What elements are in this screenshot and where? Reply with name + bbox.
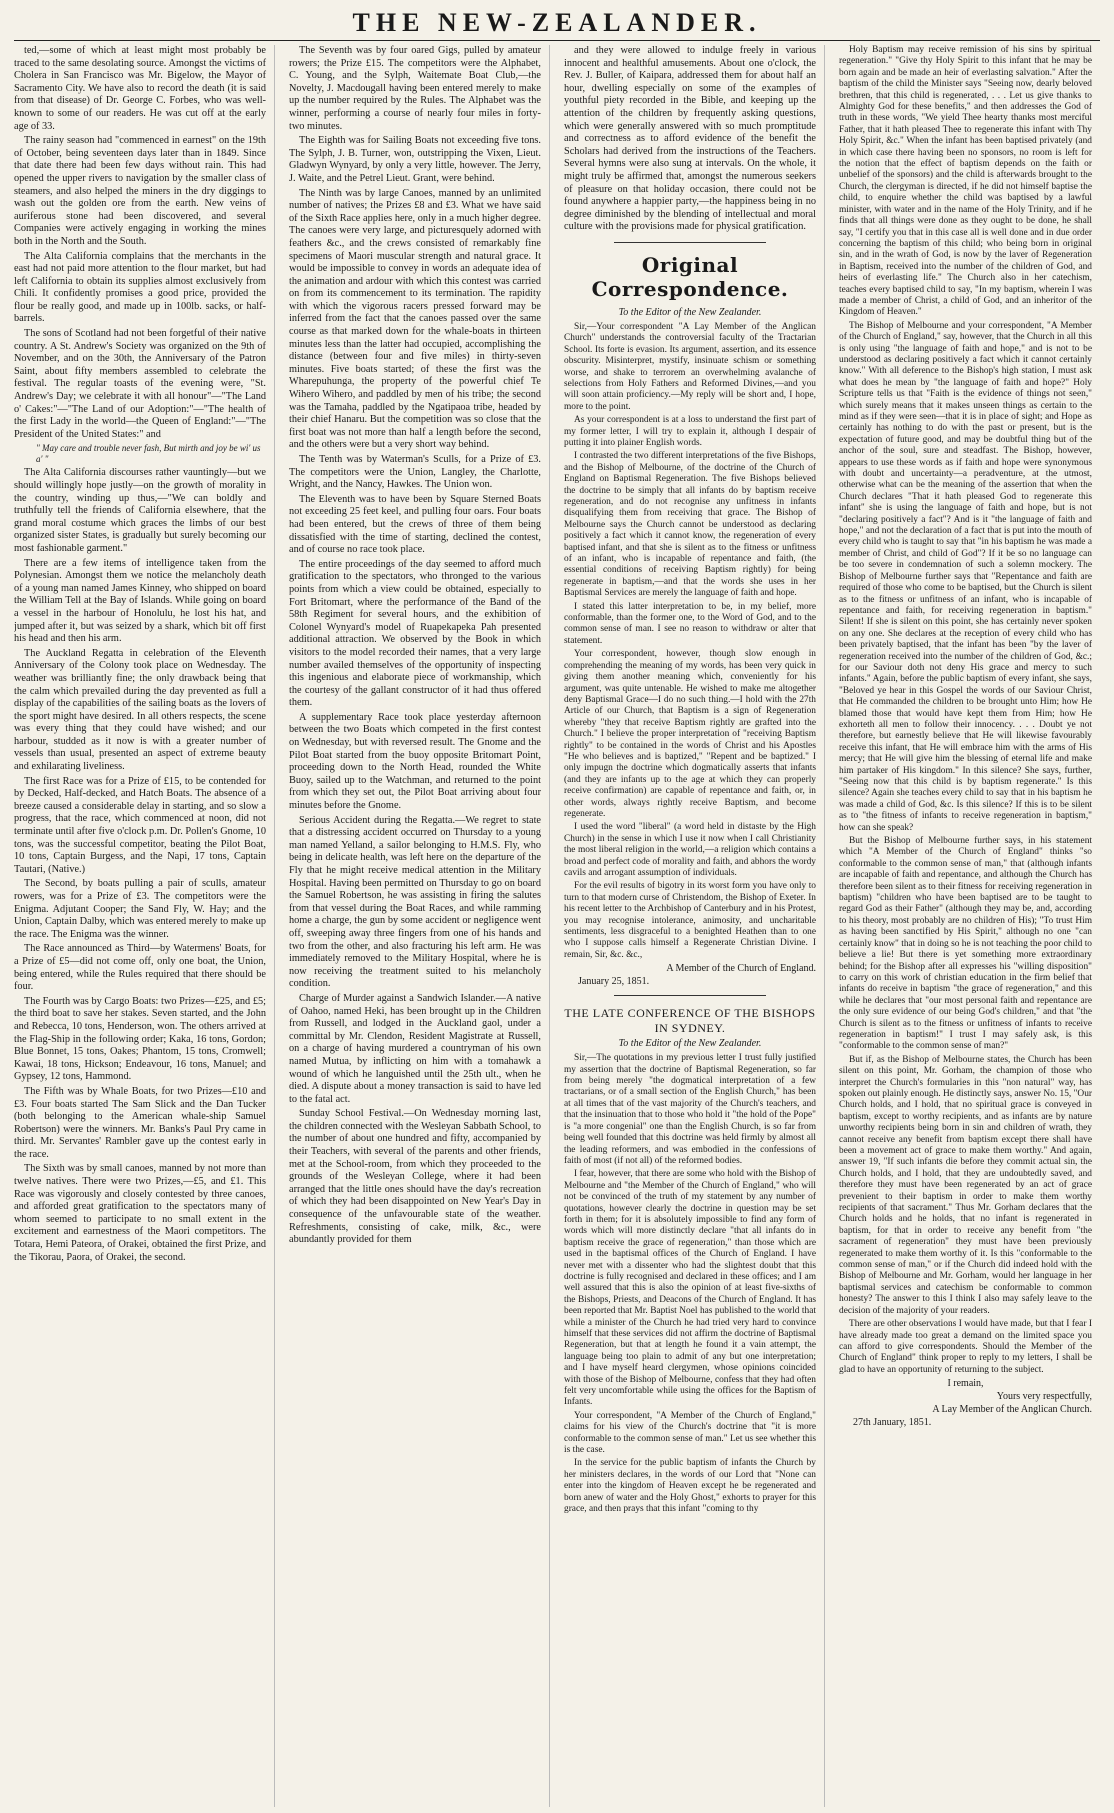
letter-paragraph: I stated this latter interpretation to be, in my belief, more conformable, than the former one, to the Word of God, and to the common sense of man. I see no reason to withdraw or alter that statement. [564,601,816,646]
letter-paragraph: There are other observations I would have made, but that I fear I have already made too great a demand on the limited space you can afford to give correspondents. Should the Member of the Church of England" think proper to reply to my letters, I shall be glad to have an opportunity of returning to the subject. [839,1319,1092,1375]
letter-paragraph: But if, as the Bishop of Melbourne states, the Church has been silent on this point, Mr. Gorham, the champion of those who interpret the Church's formularies in this "non natural" way, has spoken out plainly enough. He distinctly says, answer No. 15, "Our Church holds, and I hold, that no spiritual grace is conveyed in baptism, except to worthy recipients, and as infants are by nature unworthy recipients being born in sin and children of wrath, they cannot receive any benefit from baptism except there shall have been a movement act of grace to make them worthy." And again, answer 19, "If such infants die before they commit actual sin, the Church holds, and I hold, that they are undoubtedly saved, and therefore they must have been regenerated by an act of grace prevenient to their baptism in order to make them worthy recipients of that sacrament." Thus Mr. Gorham declares that the Church holds and he holds, that no infant is regenerated in baptism, for that in order to receive any benefit from "the sacrament of regeneration" they must have been previously regenerated to make them worthy of it. Is this "conformable to the common sense of man," or if the Church did indeed hold with the Bishop of Melbourne and Mr. Gorham, would her language in her baptismal services and catechism be conformable to common honesty? The answer to this I think I also may safely leave to the decision of the majority of your readers. [839,1054,1092,1316]
race-first: The first Race was for a Prize of £15, to be contended for by Decked, Half-decked, and Hatch Boats. The absence of a breeze caused a considerable delay in starting, and so slow a progress, that the race, which commenced at noon, did not terminate until after five o'clock p.m. Dr. Pollen's Gnome, 10 tons, was the successful competitor, beating the Pilot Boat, 10 tons, Captain Burgess, and the Napi, 17 tons, Captain Tautari, (Native.) [14,775,266,875]
column-4 [839,45,1100,1807]
verse-quote: " May care and trouble never fash, But mirth and joy be wi' us a' " [36,443,261,465]
article-paragraph: ted,—some of which at least might most probably be traced to the same desolating source. Amongst the victims of Cholera in San Francisco was Mr. Bigelow, the Mayor of Sacramento City. We have also to record the death (it is said from that disease) of Dr. George C. Forbes, who was well-known to some of our readers. He was cut off at the early age of 33. [14,45,266,132]
letter-date: 27th January, 1851. [853,1417,932,1429]
column-3 [564,45,825,1807]
article-paragraph: The Alta California discourses rather vauntingly—but we should willingly hope justly—on the growth of morality in the country, winding up thus,—"We can boldly and truthfully tell the friends of California elsewhere, that the grand moral costume which graces the limbs of our best organized sister States, is gradually but surely becoming our most fashionable garment." [14,467,266,554]
article-paragraph: and they were allowed to indulge freely in various innocent and healthful amusements. About one o'clock, the Rev. J. Buller, of Kaipara, addressed them for about half an hour, dwelling especially on some of the examples of youthful piety recorded in the Bible, and keeping up the attention of the children by frequently asking questions, which were generally answered with so much promptitude and correctness as to afford evidence of the benefit the Scholars had derived from the instructions of the Teachers. Several hymns were also sung at intervals. On the whole, it might truly be affirmed that, amongst the numerous seekers of pleasure on that holiday occasion, there could not be found anywhere a happier party,—the happiness being in no degree diminished by the blending of intellectual and moral culture with the provisions made for physical gratification. [564,45,816,233]
race-second: The Second, by boats pulling a pair of sculls, amateur rowers, was for a Prize of £3. The competitors were the Enigma. Adjutant Cooper; the Sand Fly, W. Hay; and the Union, Captain Dalby, which was entered merely to make up the race. The Enigma was the winner. [14,878,266,940]
columns [14,45,1100,1807]
section-heading: Original Correspondence. [591,252,789,301]
letter-paragraph: I used the word "liberal" (a word held in distaste by the High Church) in the sense in which I use it now when I call Christianity the most liberal religion in the world,—a religion which contains a broad and perfect code of morality and faith, and abhors the wordy cavils and arrogant assumption of individuals. [564,822,816,878]
race-eighth: The Eighth was for Sailing Boats not exceeding five tons. The Sylph, J. B. Turner, won, outstripping the Vixen, Lieut. Gladwyn Wynyard, by only a very little, however. The Jerry, J. Waite, and the Petrel Lieut. Grant, were behind. [289,135,541,184]
article-paragraph: The rainy season had "commenced in earnest" on the 19th of October, being seventeen days later than in 1849. Since that date there had been few days without rain. This had opened the upper rivers to navigation by the smaller class of steamers, and also helped the miners in the dry diggings to wash out the golden ore from the earth. New veins of auriferous stone had been discovered, and several Companies were actively engaging in working the mines both in the North and the South. [14,135,266,247]
letter-paragraph: Sir,—Your correspondent "A Lay Member of the Anglican Church" understands the controversial faculty of the Tractarian School. Its forte is evasion. Its argument, assertion, and its essence obscurity. Misinterpret, mystify, insinuate schism or something worse, and shake to terrorem an overwhelming avalanche of selections from Holy Fathers and Reformed Divines,—and you will soon attain proficiency.—My reply will be short and, I hope, more to the point. [564,321,816,412]
letter-paragraph: I contrasted the two different interpretations of the five Bishops, and the Bishop of Melbourne, of the doctrine of the Church of England on Baptismal Regeneration. The five Bishops believed the doctrine to be simply that all infants do by baptism receive regeneration, and do not recognise any unfitness in infants disqualifying them from receiving that grace. The Bishop of Melbourne says the Church cannot be understood as declaring positively a fact which it cannot know, the regeneration of every baptised infant, and that she is silent as to the fitness or unfitness of an infant, who is incapable of repentance and faith, (the essential conditions of receiving Baptism rightly) for being regenerate in baptism,—and that the words she uses in her Baptismal Services are merely the language of faith and hope. [564,451,816,599]
letter-paragraph: The Bishop of Melbourne and your correspondent, "A Member of the Church of England," say, however, that the Church in all this is only using "the language of faith and hope," and is not to be understood as declaring positively a fact which it cannot certainly know." With all deference to the Bishop's high station, I must ask what does he mean by "the language of faith and hope?" Holy Scripture tells us that "Faith is the evidence of things not seen," which surely means that it makes unseen things as certain to the mind as if they were seen—that it is in place of sight; and Hope as certainly has nothing to do with the past or present, but is the expectation of future good, and may be doubtful thing but of the anchor of the soul, sure and steadfast. The Bishop, however, appears to use these words as if faith and hope were synonymous with doubt and uncertainty—a peradventure, at the utmost, otherwise what can be the meaning of the assertion that when the Church declares "That it hath pleased God to regenerate this infant" she is using the language of faith and hope, but is not "declaring positively a fact"? And is it "the language of faith and hope," and not the declaration of a fact that is put into the mouth of every child who is taught to say that "in his baptism he was made a member of Christ, and child of God"? If it be so no language can be too severe in condemnation of such a solemn mockery. The Bishop of Melbourne further says that "Repentance and faith are required of those who come to be baptised, but the Church is silent as to the fitness or unfitness of an infant, who is incapable of repentance and faith, for receiving regeneration in baptism." Silent! If she is silent on this point, she has certainly never spoken on any one. She declares at the reception of every child who has been privately baptised, that the infant has been "by the laver of regeneration received into the number of the children of God, &c.; for our Saviour doth not deny His grace and mercy to such infants." Again, before the public baptism of every infant, she says, "Beloved ye hear in this Gospel the words of our Saviour Christ, that He commanded the children to be brought unto Him; how He blamed those that would have kept them from Him; how He exhorteth all men to follow their innocency. . . . Doubt ye not therefore, but earnestly believe that He will likewise favourably receive this infant, that He will embrace him with the arms of His mercy; that He will give him the blessing of eternal life and make him partaker of His kingdom." In this silence? She says, further, "Seeing now that this child is by baptism regenerate." Is this silence? Again she teaches every child to say that in his baptism he was made a child of God, &c. Is this silence? If this is to be silent as to "the fitness of infants to receive regeneration in baptism," how can she speak? [839,320,1092,833]
column-1 [14,45,275,1807]
murder-charge: Charge of Murder against a Sandwich Islander.—A native of Oahoo, named Heki, has been brought up in the Children from Russell, and lodged in the Auckland gaol, under a committal by Mr. Clendon, Resident Magistrate at Russell, on a charge of having murdered a countryman of his own named Mutua, by inflicting on him with a tomahawk a wound of which he languished until the 25th ult., when he died. A dispute about a money transaction is said to have led to the fatal act. [289,992,541,1105]
letter-paragraph: As your correspondent is at a loss to understand the first part of my former letter, I will try to explain it, although I despair of putting it into plainer English words. [564,415,816,448]
letter-paragraph: Holy Baptism may receive remission of his sins by spiritual regeneration." "Give thy Holy Spirit to this infant that he may be born again and be made an heir of everlasting salvation." After the baptism of the child the Minister says "Seeing now, dearly beloved brethren, that this child is regenerated, . . . Let us give thanks to Almighty God for these benefits," and then addresses the God of truth in these words, "We yield Thee hearty thanks most merciful Father, that it hath pleased Thee to regenerate this infant with Thy Holy Spirit, &c." When the infant has been baptised privately (and in which case there having been no sponsors, no room is left for the notion that the effect of baptism depends on the faith or unbelief of the sponsors) and the child is afterwards brought to the Church, the clergyman is directed, if he did not himself baptise the child, to enquire whether the child was baptised by a lawful minister, with water and in the name of the Holy Trinity, and if he finds that all things were done as they ought to be done, he shall say, "I certify you that in this case all is well done and in due order concerning the baptism of this child; who being born in original sin, and in the wrath of God, is now by the laver of Regeneration in Baptism, received into the number of the children of God, and heirs of everlasting life." The Church also in her catechism, teaches every baptised child to say, "In my baptism, wherein I was made a member of Christ, a child of God, and an inheritor of the Kingdom of Heaven." [839,45,1092,318]
letter-closing-2: Yours very respectfully, [996,1391,1092,1403]
letter-addressee: To the Editor of the New Zealander. [618,306,762,318]
article-paragraph: The Alta California complains that the merchants in the east had not paid more attention to the flour market, but had left California to obtain its supplies almost exclusively from Chili. It confidently promises a good price, provided the flour be really good, and made up in 100lb. sacks, or half-barrels. [14,250,266,325]
section-rule [614,242,765,243]
letter-closing: I remain, [947,1378,984,1390]
race-tenth: The Tenth was by Waterman's Sculls, for a Prize of £3. The competitors were the Union, Langley, the Charlotte, Wright, and the Nancy, Hawkes. The Union won. [289,454,541,491]
race-eleventh: The Eleventh was to have been by Square Sterned Boats not exceeding 25 feet keel, and pulling four oars. Four boats had been entered, but the crews of three of them being dissatisfied with the time of starting, declined the contest, and of course no race took place. [289,493,541,556]
section-rule [614,995,765,996]
letter-paragraph: But the Bishop of Melbourne further says, in his statement which "A Member of the Church of England" thinks "so conformable to the common sense of man," that (although infants are incapable of faith and repentance, and although the Church has therefore been silent as to their fitness for receiving regeneration in baptism) "children who have been baptised are to be taught to regard God as their Father" (although they may be, and, according to his theory, most probably are no children of His); "To trust Him as having been sanctified by His Spirit," although no one "can certainly know" that in doing so he is not teaching the poor child to believe a lie! But there is yet something more extraordinary behind; for the Bishop after all expresses his "willing disposition" to carry on this work of christian education in the firm belief that infants do receive in baptism "the grace of regeneration," and this while he declares that "our most personal faith and repentance are the only sure evidence of our being God's children," and that "the Church is silent as to the fitness or unfitness of infants to receive regeneration in baptism!" I trust I may safely ask, is this "conformable to the common sense of man?" [839,836,1092,1052]
letter-paragraph: Your correspondent, however, though slow enough in comprehending the meaning of my words, has been very quick in giving them another meaning which, conveniently for his argument, was quite untenable. He wished to make me altogether deny Baptismal Grace—I do no such thing.—I hold with the 27th Article of our Church, that Baptism is a sign of Regeneration whereby "they that receive Baptism rightly are grafted into the Church." I believe the proper interpretation of "receiving Baptism rightly" to be contained in the words of Christ and his Apostles "He who believes and is baptized," "Repent and be baptized." I only impugn the doctrine which dogmatically asserts that infants (and they are infants up to the age at which they can properly receive confirmation) are capable of repentance and faith, or, in other words, always rightly receive Baptism, and become regenerate. [564,649,816,819]
column-2 [289,45,550,1807]
race-fifth: The Fifth was by Whale Boats, for two Prizes—£10 and £3. Four boats started The Sam Slick and the Dan Tucker (both belonging to the American whale-ship Samuel Robertson) were the winners. Mr. Banks's Paul Pry came in third. Mr. Servantes' Rambler gave up the contest early in the race. [14,1085,266,1160]
race-sixth: The Sixth was by small canoes, manned by not more than twelve natives. There were two Prizes,—£5, and £1. This Race was vigorously and closely contested by three canoes, and afforded great gratification to the spectators many of whom seemed to participate to no small extent in the excitement and earnestness of the Maori competitors. The Totara, Hemi Pateora, of Orakei, obtained the first Prize, and the Tikorau, Paora, of Orakei, the second. [14,1163,266,1263]
letter-paragraph: In the service for the public baptism of infants the Church by her ministers declares, in the words of our Lord that "None can enter into the kingdom of Heaven except he be regenerated and born anew of water and the Holy Ghost," exhorts to prayer for this grace, and then prays that this infant "coming to thy [564,1458,816,1515]
letter-signature: A Member of the Church of England. [666,963,816,975]
serious-accident: Serious Accident during the Regatta.—We regret to state that a distressing accident occurred on Thursday to a young man named Yelland, a sailor belonging to H.M.S. Fly, who being in delicate health, was left here on the departure of the Fly that he might receive medical attention in the Military Hospital. Having been permitted on Thursday to go on board the Samuel Robertson, he was assisting in firing the salutes from that vessel during the Boat Races, and while ramming home a charge, the gun by some accident or negligence went off, sweeping away three fingers from one of his hands and two from the other, and also fracturing his left arm. He was immediately removed to the Military Hospital, where he is now receiving the treatment suited to his melancholy condition. [289,814,541,990]
article-paragraph: The sons of Scotland had not been forgetful of their native country. A St. Andrew's Society was organized on the 9th of November, and on the 30th, the Anniversary of the Patron Saint, about fifty members assembled to celebrate the festival. The regular toasts of the evening were, "St. Andrew's Day; we celebrate it with all honour"—"The Land o' Cakes:"—"The Land of our Adoption:"—"The health of the first Lady in the world—the Queen of England:"—"The President of the United States:" and [14,328,266,440]
letter-addressee: To the Editor of the New Zealander. [618,1038,762,1050]
sunday-school-festival: Sunday School Festival.—On Wednesday morning last, the children connected with the Wesleyan Sabbath School, to the number of about one hundred and fifty, accompanied by their Teachers, with several of the parents and other friends, met at the School-room, from which they proceeded to the grounds of the Wesleyan College, where it had been arranged that the little ones should have the day's recreation of which they had been disappointed on New Year's Day in consequence of the unfavourable state of the weather. Refreshments, consisting of cake, milk, &c., were abundantly provided for them [289,1108,541,1246]
letter-paragraph: I fear, however, that there are some who hold with the Bishop of Melbourne and "the Member of the Church of England," who will not be convinced of the truth of my statement by any number of quotations, however clearly the doctrine in question may be set forth in them; for it is absolutely impossible to find any form of words which will more distinctly declare "that all infants do in baptism receive the grace of regeneration," than those which are used in the baptismal offices of the Church of England. I have never met with a dissenter who had the slightest doubt that this doctrine is fully recognised and declared in these offices; and I am well assured that this is also the opinion of at least five-sixths of the Bishops, Priests, and Deacons of the Church of England. It has been reported that Mr. Baptist Noel has published to the world that while a minister of the Church he had tried very hard to convince himself that these services did not affirm the doctrine of Baptismal Regeneration, but that at length he found it a vain attempt, the language being too plain to admit of any but one interpretation; and I have myself heard clergymen, whose opinions coincided with those of the Bishop of Melbourne, confess that they had often felt very uncomfortable while using the offices for the Baptism of Infants. [564,1169,816,1408]
letter-date: January 25, 1851. [578,976,650,988]
masthead-title: THE NEW-ZEALANDER. [352,8,762,37]
letter-heading: THE LATE CONFERENCE OF THE BISHOPS IN SYDNEY. [564,1006,816,1036]
letter-paragraph: For the evil results of bigotry in its worst form you have only to turn to that modern curse of Christendom, the Bishop of Exeter. In his recent letter to the Archbishop of Canterbury and in his Protest, you may recognise intolerance, animosity, and uncharitable sentiments, less disgraceful to a benighted Heathen than to one who I suppose calls himself a Regenerate Christian Divine. I remain, Sir, &c. &c., [564,881,816,960]
race-fourth: The Fourth was by Cargo Boats: two Prizes—£25, and £5; the third boat to save her stakes. Seven started, and the John and Rebecca, 10 tons, Henderson, won. The others arrived at the Flag-Ship in the following order; Kaka, 16 tons, Gordon; Blue Bonnet, 15 tons, Oakes; Phantom, 15 tons, Cromwell; Kawai, 18 tons, Hickson; Endeavour, 16 tons, Manuel; and Gypsey, 12 tons, Hammond. [14,995,266,1083]
regatta-intro: The Auckland Regatta in celebration of the Eleventh Anniversary of the Colony took place on Wednesday. The weather was brilliantly fine; the only drawback being that the calm which prevailed during the day prevented as full a display of the capabilities of the sailing boats as the lovers of the sport might have desired. In all others respects, the scene was every thing that they could have wished; and our harbour, studded as it now is with a greater number of vessels than usual, presented an aspect of extreme beauty and exhilarating liveliness. [14,647,266,773]
race-seventh: The Seventh was by four oared Gigs, pulled by amateur rowers; the Prize £15. The competitors were the Alphabet, C. Young, and the Sylph, Waitemate Boat Club,—the Novelty, J. Macdougall having been entered merely to make up the number required by the Rules. The Alphabet was the winner, performing a course of nearly four miles in forty-two minutes. [289,45,541,132]
masthead-rule [14,40,1100,41]
article-paragraph: A supplementary Race took place yesterday afternoon between the two Boats which competed in the first contest on Wednesday, but with reversed result. The Gnome and the Pilot Boat started from the buoy opposite Britomart Point, proceeding down to the North Head, rounded the White Buoy, sailed up to the Watchman, and returned to the point from which they set out, the Pilot Boat arriving about four minutes before the Gnome. [289,711,541,812]
letter-paragraph: Your correspondent, "A Member of the Church of England," claims for his view of the Church's doctrine that "it is more conformable to the common sense of man." Let us see whether this is the case. [564,1410,816,1456]
letter-signature: A Lay Member of the Anglican Church. [932,1404,1092,1416]
article-paragraph: The entire proceedings of the day seemed to afford much gratification to the spectators, who thronged to the various points from which a view could be obtained, especially to Fort Britomart, where the performance of the Band of the 58th Regiment for several hours, and the exhibition of Colonel Wynyard's model of Ruapekapeka Pah presented additional attraction. We observed by the Book in which visitors to the model recorded their names, that a very large number availed themselves of the opportunity of inspecting this ingenious and elaborate piece of workmanship, which the courtesy of the gallant constructor of it had thus offered them. [289,558,541,709]
letter-paragraph: Sir,—The quotations in my previous letter I trust fully justified my assertion that the doctrine of Baptismal Regeneration, so far from being merely "the dogmatical interpretation of a few tractarians, or of a small section of the English Church," has been at all times that of the vast majority of the Church's teachers, and that the insinuation that to those who hold it "the hold of the Pope" is "a more congenial" one than the English Church, is so far from being well founded that this doctrine was held firmly by almost all the leading reformers, and was embodied in the confessions of faith of most (if not all) of the reformed bodies. [564,1053,816,1166]
race-third: The Race announced as Third—by Watermens' Boats, for a Prize of £5—did not come off, only one boat, the Union, being entered, while the Rules required that there should be four. [14,943,266,993]
article-paragraph: There are a few items of intelligence taken from the Polynesian. Amongst them we notice the melancholy death of a young man named James Kinney, who shipped on board the William Tell at the Bay of Islands. While going on board a vessel in the harbour of Honolulu, he lost his hat, and jumped after it, but was seized by a shark, which bit off first his head and then his arm. [14,557,266,645]
race-ninth: The Ninth was by large Canoes, manned by an unlimited number of natives; the Prizes £8 and £3. What we have said of the Sixth Race applies here, only in a much higher degree. The canoes were very large, and picturesquely adorned with feathers &c., and the crews consisted of remarkably fine specimens of Maori muscular strength and natural grace. It would be impossible to convey in words an adequate idea of the animation and ardour with which this contest was carried on from its commencement to its termination. The rapidity with which the vigorous racers pressed forward may be inferred from the fact that the canoes passed over the same course as that marked down for the whale-boats in thirteen minutes less than the latter had occupied, accomplishing the distance (between four and five miles) in thirty-seven minutes. Five boats started; of these the first was the Wharepuhunga, the property of the powerful chief Te Wihero Wihero, and paddled by men of his tribe; the second was the Tamaha, paddled by the Ngatipaoa tribe, headed by their chief Hanaru. But the competition was so close that the first boat was not more than half a length before the second, and the others were but a very short way behind. [289,187,541,451]
